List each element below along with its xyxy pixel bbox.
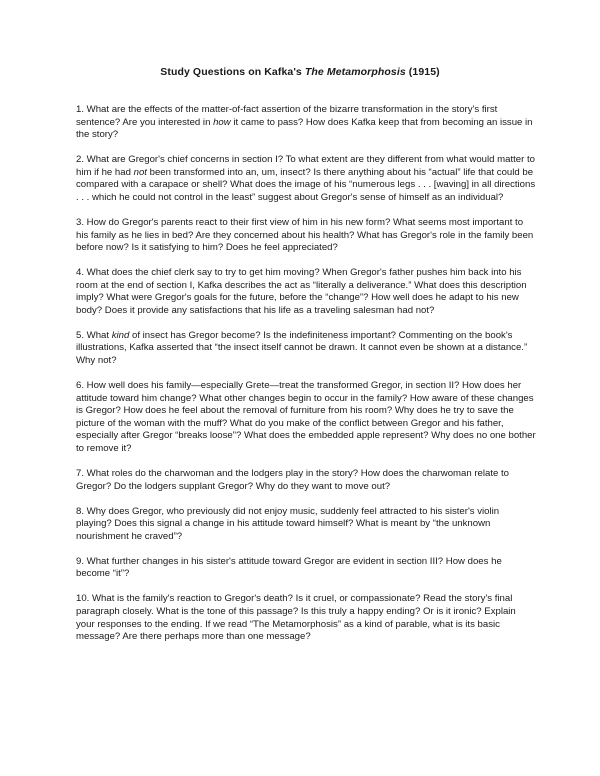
question-4 bbox=[76, 267, 536, 317]
question-text: 7. What roles do the charwoman and the lodgers play in the story? How does the charwoman relate to Gregor? Do the lodgers supplant Gregor? Why do they want to move out? bbox=[76, 468, 510, 492]
question-text: 6. How well does his family—especially Grete—treat the transformed Gregor, in section II? How does her attitude toward him change? What other changes begin to occur in the family? How aware of these changes is Gregor? How does he feel about the removal of furniture from his room? Why does he try to save the picture of the woman with the muff? What do you make of the conflict between Gregor and his father, especially after Gregor “breaks loose”? What does the embedded apple represent? Why does no one bother to remove it? bbox=[76, 380, 536, 455]
question-text: 1. What are the effects of the matter-of-fact assertion of the bizarre transformation in the story's first sentence? Are you interested in bbox=[76, 104, 498, 128]
title-prefix: Study Questions on Kafka's bbox=[160, 66, 305, 78]
question-text: 3. How do Gregor's parents react to their first view of him in his new form? What seems most important to his family as he lies in bed? Are they concerned about his health? What has Gregor's role in the family been before now? Is it satisfying to him? Does he feel appreciated? bbox=[76, 216, 534, 254]
question-emphasis: not bbox=[133, 166, 147, 178]
question-text: 4. What does the chief clerk say to try to get him moving? When Gregor's father pushes him back into his room at the end of section I, Kafka describes the act as “literally a deliverance.” What does this description imply? What were Gregor's goals for the future, before the “change”? How well does he adapt to his new body? Does it provide any satisfactions that his life as a traveling salesman had not? bbox=[76, 267, 527, 316]
question-text: been transformed into an, um, insect? Is there anything about his “actual” life that could be compared with a carapace or shell? What does the image of his “numerous legs . . . [waving] in all directions . . . which he could not control in the least” suggest about Gregor's sense of himself as an individual? bbox=[76, 166, 536, 203]
question-6 bbox=[76, 380, 536, 456]
question-text: 10. What is the family's reaction to Gregor's death? Is it cruel, or compassionate? Read the story's final paragraph closely. What is the tone of this passage? Is this truly a happy ending? Or is it ironic? Explain your responses to the ending. If we read “The Metamorphosis” as a kind of parable, what is its basic message? Are there perhaps more than one message? bbox=[76, 593, 516, 643]
question-text: of insect has Gregor become? Is the indefiniteness important? Commenting on the book's illustrations, Kafka asserted that “the insect itself cannot be drawn. It cannot even be shown at a distance.” Why not? bbox=[76, 329, 528, 367]
question-2 bbox=[76, 154, 536, 204]
question-emphasis: how bbox=[213, 116, 231, 128]
question-1 bbox=[76, 104, 536, 142]
question-list bbox=[76, 104, 536, 656]
question-7 bbox=[76, 468, 536, 493]
title-work: The Metamorphosis bbox=[304, 66, 406, 78]
question-text: 2. What are Gregor's chief concerns in section I? To what extent are they different from what would matter to him if he had bbox=[76, 154, 536, 178]
question-5 bbox=[76, 330, 536, 368]
question-emphasis: kind bbox=[111, 329, 130, 341]
question-8 bbox=[76, 506, 536, 544]
question-text: 5. What bbox=[76, 329, 112, 341]
title-suffix: (1915) bbox=[405, 66, 440, 78]
question-9 bbox=[76, 556, 536, 581]
question-text: 9. What further changes in his sister's attitude toward Gregor are evident in section III? How does he become “it”? bbox=[76, 555, 502, 580]
question-text: it came to pass? How does Kafka keep that from becoming an issue in the story? bbox=[76, 116, 533, 141]
question-3 bbox=[76, 217, 536, 255]
page-title bbox=[0, 66, 600, 78]
question-10 bbox=[76, 593, 536, 643]
question-text: 8. Why does Gregor, who previously did not enjoy music, suddenly feel attracted to his sister's violin playing? Does this signal a change in his attitude toward himself? What is meant by “the unknown nourishment he craved”? bbox=[76, 505, 500, 542]
